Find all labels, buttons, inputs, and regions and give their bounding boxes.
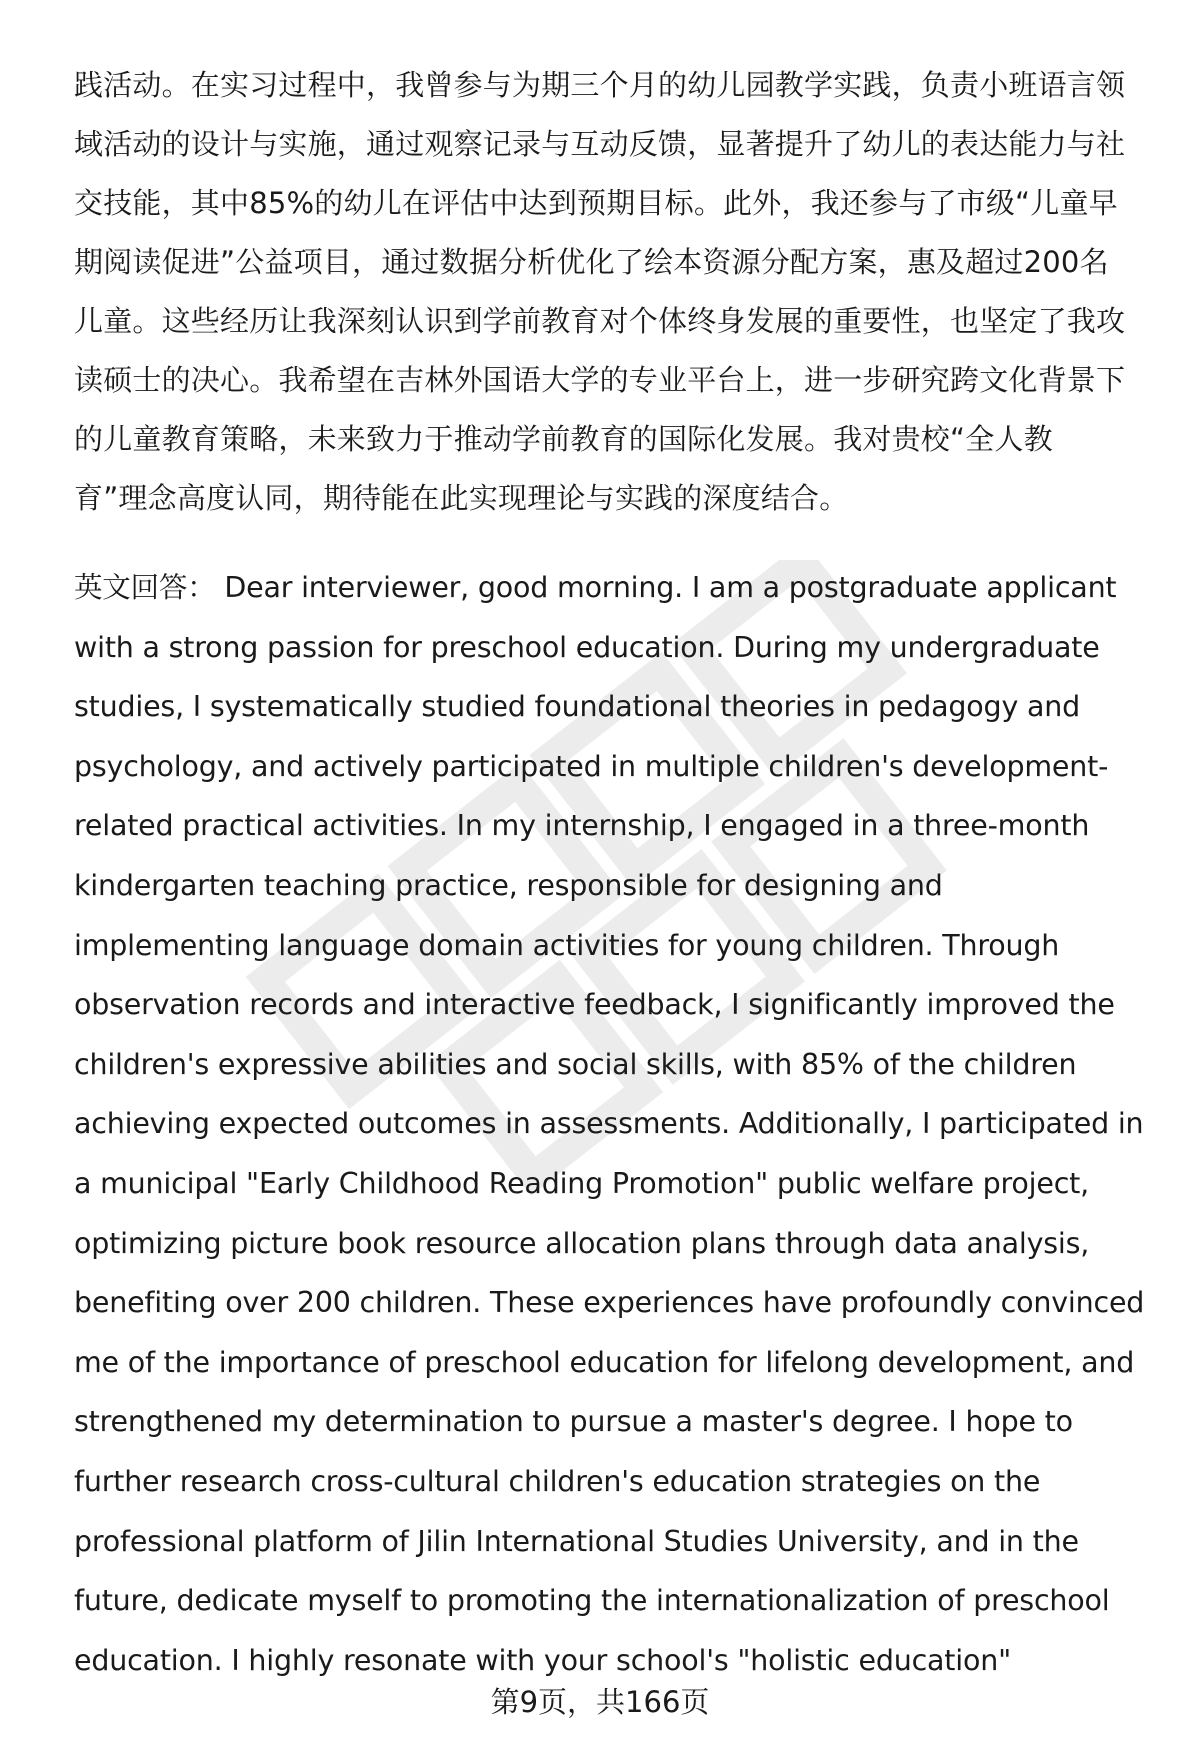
english-line: strengthened my determination to pursue a master's degree. I hope to	[74, 1405, 1073, 1439]
english-line: further research cross-cultural children's education strategies on the	[74, 1464, 1041, 1498]
english-line: achieving expected outcomes in assessments. Additionally, I participated in	[74, 1107, 1144, 1141]
english-line: future, dedicate myself to promoting the internationalization of preschool	[74, 1584, 1110, 1618]
chinese-line: 育”理念高度认同，期待能在此实现理论与实践的深度结合。	[74, 481, 849, 515]
english-line: optimizing picture book resource allocation plans through data analysis,	[74, 1226, 1090, 1260]
english-line: observation records and interactive feedback, I significantly improved the	[74, 988, 1115, 1022]
english-line: 英文回答： Dear interviewer, good morning. I am a postgraduate applicant	[74, 571, 1117, 604]
english-line: children's expressive abilities and social skills, with 85% of the children	[74, 1047, 1077, 1081]
english-answer-paragraph	[74, 558, 1174, 1690]
chinese-line: 践活动。在实习过程中，我曾参与为期三个月的幼儿园教学实践，负责小班语言领	[74, 68, 1126, 102]
chinese-line: 读硕士的决心。我希望在吉林外国语大学的专业平台上，进一步研究跨文化背景下	[74, 363, 1126, 397]
english-line: education. I highly resonate with your school's "holistic education"	[74, 1643, 1012, 1677]
page-number-footer: 第9页，共166页	[490, 1685, 710, 1719]
chinese-line: 期阅读促进”公益项目，通过数据分析优化了绘本资源分配方案，惠及超过200名	[74, 245, 1109, 279]
chinese-line: 交技能，其中85%的幼儿在评估中达到预期目标。此外，我还参与了市级“儿童早	[74, 186, 1118, 220]
english-line: with a strong passion for preschool education. During my undergraduate	[74, 630, 1100, 664]
chinese-line: 儿童。这些经历让我深刻认识到学前教育对个体终身发展的重要性，也坚定了我攻	[74, 304, 1126, 338]
chinese-line: 的儿童教育策略，未来致力于推动学前教育的国际化发展。我对贵校“全人教	[74, 422, 1053, 456]
english-line: benefiting over 200 children. These experiences have profoundly convinced	[74, 1286, 1145, 1320]
english-line: kindergarten teaching practice, responsible for designing and	[74, 868, 943, 902]
english-line: a municipal "Early Childhood Reading Promotion" public welfare project,	[74, 1166, 1090, 1200]
english-line: me of the importance of preschool education for lifelong development, and	[74, 1345, 1135, 1379]
english-line: studies, I systematically studied foundational theories in pedagogy and	[74, 690, 1080, 724]
english-line: implementing language domain activities for young children. Through	[74, 928, 1060, 962]
english-line: psychology, and actively participated in multiple children's development-	[74, 749, 1109, 783]
chinese-line: 域活动的设计与实施，通过观察记录与互动反馈，显著提升了幼儿的表达能力与社	[74, 127, 1126, 161]
chinese-answer-paragraph	[74, 56, 1154, 528]
english-line: related practical activities. In my internship, I engaged in a three-month	[74, 809, 1090, 843]
english-line: professional platform of Jilin International Studies University, and in the	[74, 1524, 1079, 1558]
